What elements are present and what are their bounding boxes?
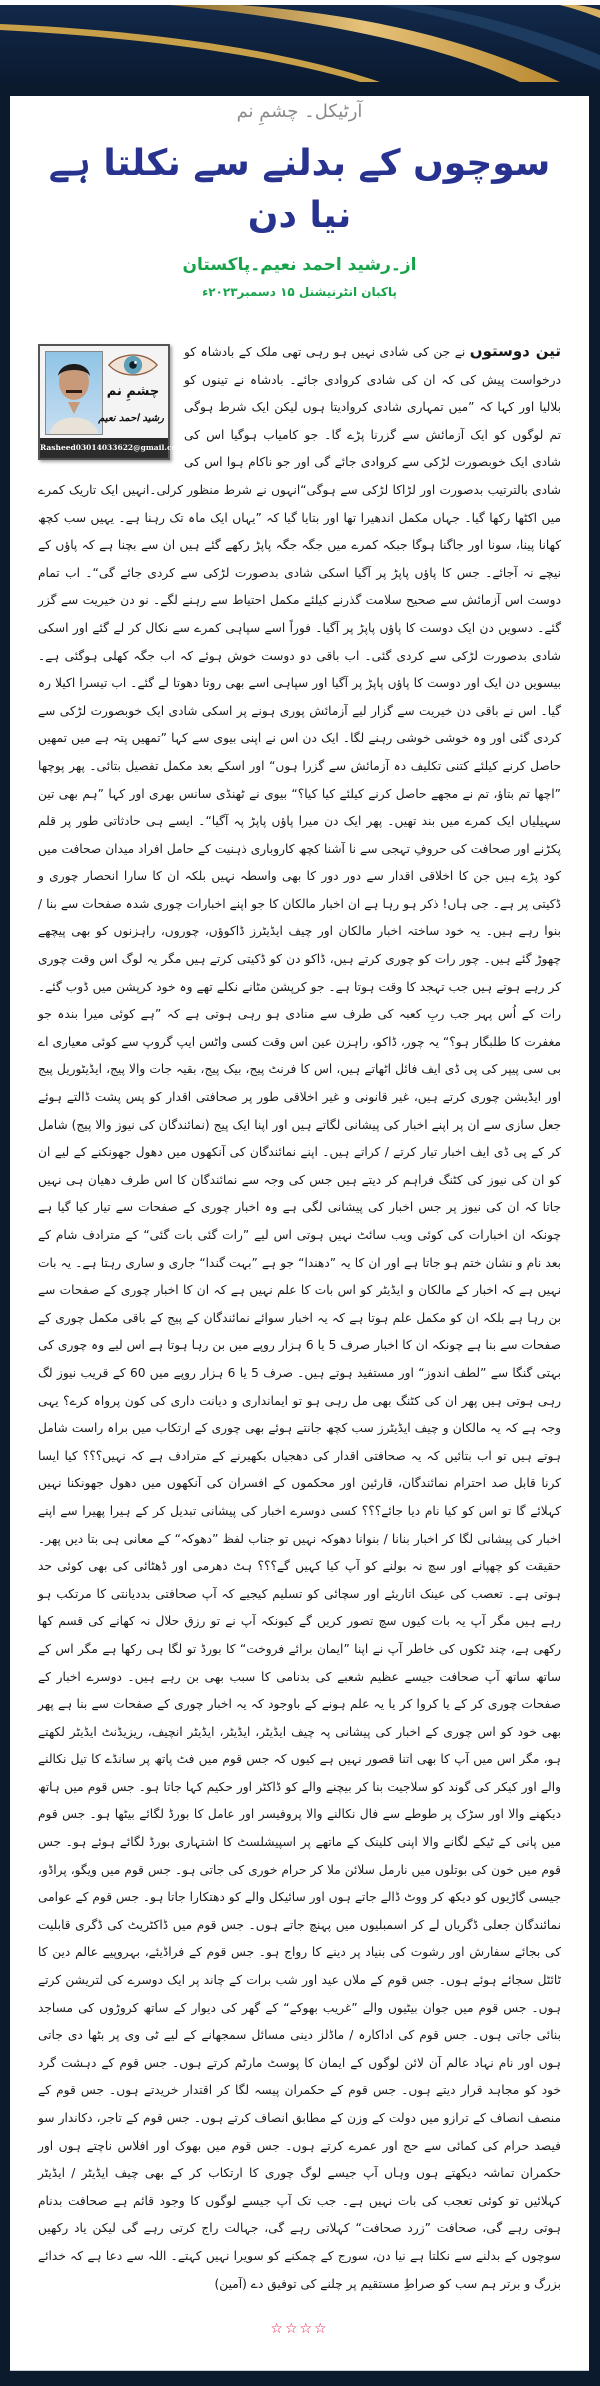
- article-title: سوچوں کے بدلنے سے نکلتا ہے نیا دن: [48, 143, 551, 236]
- column-name: چشمِ نم: [106, 384, 160, 399]
- author-email: Rasheed03014033622@gmail.com: [40, 438, 168, 458]
- author-signature: رشید احمد نعیم: [98, 413, 164, 424]
- article-kicker: آرٹیکل۔ چشمِ نم: [236, 101, 363, 122]
- article-body: [38, 338, 561, 2298]
- header-banner: [0, 0, 600, 82]
- article-paragraph: [38, 338, 561, 2298]
- eye-graphic-icon: [102, 350, 164, 380]
- author-byline: از۔رشید احمد نعیم۔پاکستان: [182, 255, 417, 275]
- publication-dateline: پاکبان انٹرنیشنل ۱۵ دسمبر۲۰۲۳ء: [202, 285, 397, 299]
- end-mark-stars: ☆☆☆☆: [270, 2321, 329, 2338]
- portrait-photo-icon: [45, 351, 103, 435]
- columnist-box: [38, 344, 185, 460]
- article-body-text: نے جن کی شادی نہیں ہو رہی تھی ملک کے بادشاہ کو درخواست پیش کی کہ ان کی شادی کروادی جائے۔ بادشاہ نے تینوں کو بلالیا اور کہا کہ ”میں تمہاری شادی کروادیتا ہوں لیکن ایک شرط ہوگی تم لوگوں کو ایک آزمائش سے گزرنا پڑے گا۔ جو کامیاب ہوگیا اس کی شادی ایک خوبصورت لڑکی سے کروادی جائے گی اور جو ناکام ہوا اس کی شادی بالترتیب بدصورت اور لڑاکا لڑکی سے ہوگی“انہوں نے شرط منظور کرلی۔انہیں ایک تاریک کمرے میں اکٹھا رکھا گیا۔ جہاں مکمل اندھیرا تھا اور بتایا گیا کہ ”یہاں ایک ماہ تک رہنا ہے۔ یہیں سب کچھ کھانا پینا، سونا اور جاگنا ہوگا جبکہ کمرے میں جگہ جگہ پاپڑ رکھے گئے ہیں ان سے بچنا ہے کہ پاؤں کے نیچے نہ آجائے۔ جس کا پاؤں پاپڑ پر آگیا اسکی شادی بدصورت لڑکی سے کردی جائے گی“۔ اب تمام دوست اس آزمائش سے صحیح سلامت گذرنے کیلئے مکمل احتیاط سے رہنے لگے۔ نو دن خیریت سے گزر گئے۔ دسویں دن ایک دوست کا پاؤں پاپڑ پر آگیا۔ فوراً اسے سپاہی کمرے سے نکال کر لے گئے اور اسکی شادی بدصورت لڑکی سے کردی گئی۔ اب باقی دو دوست خوش ہوئے کہ اب جگہ کھلی ہوگئی ہے۔ بیسویں دن ایک اور دوست کا پاؤں پاپڑ پر آگیا اور سپاہی اسے بھی روتا دھوتا لے گئے۔ اب تیسرا اکیلا رہ گیا۔ اس نے باقی دن خیریت سے گزار لیے آزمائش پوری ہونے پر اسکی شادی ایک خوبصورت لڑکی سے کردی گئی اور وہ خوشی خوشی رہنے لگا۔ ایک دن اس نے اپنی بیوی سے کہا ”تمھیں پتہ ہے میں تمھیں حاصل کرنے کیلئے کتنی تکلیف دہ آزمائش سے گزرا ہوں“ اور اسکے بعد مکمل تفصیل بتائی۔ پھر پوچھا ”اچھا تم بتاؤ، تم نے مجھے حاصل کرنے کیلئے کیا کیا؟“ بیوی نے ٹھنڈی سانس بھری اور کہا ”ہم بھی تین سہیلیاں ایک کمرے میں بند تھیں۔ پھر ایک دن میرا پاؤں پاپڑ پہ آگیا“۔ ایسے ہی حادثاتی طور پر قلم پکڑنے اور صحافت کی حروفِ تہجی سے نا آشنا کچھ کاروباری ذہنیت کے حامل افراد میدان صحافت میں کود پڑے ہیں جن کا اخلاقی اقدار سے دور دور کا بھی واسطہ نہیں بلکہ ان کا سارا انحصار چوری و ڈکیتی پر ہے۔ جی ہاں! ذکر ہو رہا ہے ان اخبار مالکان کا جو اپنے اخبارات چوری شدہ صفحات سے بنا / بنوا رہے ہیں۔ یہ خود ساختہ اخبار مالکان اور چیف ایڈیٹرز ڈاکوؤں، چوروں، راہزنوں کو بھی پیچھے چھوڑ گئے ہیں۔ چور رات کو چوری کرتے ہیں، ڈاکو دن کو ڈکیتی کرتے ہیں مگر یہ لوگ اس وقت چوری کر رہے ہوتے ہیں جب تہجد کا وقت ہوتا ہے۔ جو کرپشن مٹانے نکلے تھے وہ خود کرپشن میں ڈوب گئے۔ رات کے اُس پہر جب ربِ کعبہ کی طرف سے منادی ہو رہی ہوتی ہے کہ ”ہے کوئی میرا بندہ جو مغفرت کا طلبگار ہو؟“ یہ چور، ڈاکو، راہزن عین اس وقت کسی واٹس ایپ گروپ سے کوئی معیاری اے بی سی پیپر کی پی ڈی ایف فائل اٹھاتے ہیں، اس کا فرنٹ پیج، بیک پیج، بقیہ جات والا پیج، ایڈیٹوریل پیج اور ایڈیشن چوری کرتے ہیں، غیر قانونی و غیر اخلاقی طور پر صحافتی اقدار کو پس پشت ڈالتے ہوئے جعل سازی سے ان پر اپنے اخبار کی پیشانی لگاتے ہیں اور اپنا ایک پیج (نمائندگان کی نیوز والا پیج) شامل کر کے پی ڈی ایف اخبار تیار کرتے / کراتے ہیں۔ اپنے نمائندگان کی آنکھوں میں دھول جھونکنے کے لیے ان کو ان کی نیوز کی کٹنگ فراہم کر دیتے ہیں جس کی وجہ سے نمائندگان کا اس طرف دھیان ہی نہیں جاتا کہ ان کی نیوز پر جس اخبار کی پیشانی لگی ہے وہ اخبار چوری کے صفحات سے تیار کیا گیا ہے چونکہ ان اخبارات کی کوئی ویب سائٹ نہیں ہوتی اس لیے ”رات گئی بات گئی“ کے مترادف شام کے بعد نام و نشان ختم ہو جاتا ہے اور ان کا یہ ”دھندا“ جو ہے ”بہت گندا“ جاری و ساری رہتا ہے۔ یہ بات نہیں ہے کہ اخبار کے مالکان و ایڈیٹر کو اس بات کا علم نہیں ہے کہ ان کا اخبار چوری کے صفحات سے بن رہا ہے بلکہ ان کو مکمل علم ہوتا ہے کہ یہ اخبار سوائے نمائندگان کے پیج کے باقی مکمل چوری کے صفحات سے بنا ہے چونکہ ان کا اخبار صرف 5 یا 6 ہزار روپے میں بن رہا ہوتا ہے اس لیے وہ چوری کی بہتی گنگا سے ”لطف اندوز“ اور مستفید ہوتے ہیں۔ صرف 5 یا 6 ہزار روپے میں 60 کے قریب نیوز لگ رہی ہوتی ہیں پھر ان کی کٹنگ بھی مل رہی ہو تو ایمانداری و دیانت داری کی کون پرواہ کرے؟ یہی وجہ ہے کہ یہ مالکان و چیف ایڈیٹرز سب کچھ جانتے ہوئے بھی چوری کے ارتکاب میں براہ راست شامل ہوتے ہیں تو اب بتائیں کہ یہ صحافتی اقدار کی دھجیاں بکھیرنے کے مترادف ہے کہ نہیں؟؟؟ کیا ایسا کرنا قابل صد احترام نمائندگان، قارئین اور محکموں کے افسران کی آنکھوں میں دھول جھونکنا نہیں کہلائے گا تو اس کو کیا نام دیا جائے؟؟؟ کسی دوسرے اخبار کی پیشانی تبدیل کر کے ہیرا پھیرا سے اپنے اخبار کی پیشانی لگا کر اخبار بنانا / بنوانا دھوکہ نہیں تو جناب لفظ ”دھوکہ“ کے معانی ہی بتا دیں پھر۔ حقیقت کو چھپانے اور سچ نہ بولنے کو آپ کیا کہیں گے؟؟؟ ہٹ دھرمی اور ڈھٹائی کی بھی کوئی حد ہوتی ہے۔ تعصب کی عینک اتاریئے اور سچائی کو تسلیم کیجیے کہ آپ صحافتی بددیانتی کا مرتکب ہو رہے ہیں مگر آپ یہ بات کیوں سچ تصور کریں گے کیونکہ آپ نے تو رزق حلال نہ کھانے کی قسم کھا رکھی ہے، چند ٹکوں کی خاطر آپ نے اپنا ”ایمان برائے فروخت“ کا بورڈ تو لگا ہی رکھا ہے مگر اس کے ساتھ ساتھ آپ صحافت جیسے عظیم شعبے کی بدنامی کا سبب بھی بن رہے ہیں۔ دوسرے اخبار کے صفحات چوری کر کے یا کروا کر یا یہ علم ہونے کے باوجود کہ یہ اخبار چوری کے صفحات سے بنا ہے پھر بھی خود کو اس چوری کے اخبار کی پیشانی پہ چیف ایڈیٹر، ایڈیٹر، ایڈیٹر انچیف، ریزیڈنٹ ایڈیٹر لکھتے ہو، مگر اس میں آپ کا بھی اتنا قصور نہیں ہے کیوں کہ جس قوم میں فٹ پاتھ پر سانڈے کا تیل نکالنے والے اور کیکر کی گوند کو سلاجیت بنا کر بیچنے والے کو ڈاکٹر اور حکیم کہا جاتا ہو۔ جس قوم میں ہاتھ دیکھنے والا اور سڑک پر طوطے سے فال نکالنے والا پروفیسر اور عامل کا بورڈ لگائے بیٹھا ہو۔ جس قوم میں پانی کے ٹیکے لگانے والا اپنی کلینک کے ماتھے پر اسپیشلسٹ کا اشتہاری بورڈ لگائے ہوئے ہو۔ جس قوم میں خون کی بوتلوں میں نارمل سلائن ملا کر حرام خوری کی جاتی ہو۔ جس قوم میں ویگو، پراڈو، جیسی گاڑیوں کو دیکھ کر ووٹ ڈالے جاتے ہوں اور سائیکل والے کو دھتکارا جاتا ہو۔ جس قوم کے عوامی نمائندگان جعلی ڈگریاں لے کر اسمبلیوں میں پہنچ جاتے ہوں۔ جس قوم میں ڈاکٹریٹ کی ڈگری قابلیت کی بجائے سفارش اور رشوت کی بنیاد پر دینے کا رواج ہو۔ جس قوم کے فراڈیئے، بہروپیے عالم دین کا ٹائٹل سجائے ہوئے ہوں۔ جس قوم کے ملاں عید اور شب برات کے چاند پر ایک دوسرے کی لتریشن کرتے ہوں۔ جس قوم میں جوان بیٹیوں والے ”غریب بھوکے“ کے گھر کی دیوار کے ساتھ کروڑوں کی مساجد بنائی جاتی ہوں۔ جس قوم کی اداکارہ / ماڈلز دینی مسائل سمجھانے کے لیے ٹی وی پر بٹھا دی جاتی ہوں اور نام نہاد عالم آن لائن لوگوں کے ایمان کا پوسٹ مارٹم کرتے ہوں۔ جس قوم کے دہشت گرد خود کو مجاہد قرار دیتے ہوں۔ جس قوم کے حکمران پیسہ لگا کر اقتدار خریدتے ہوں۔ جس قوم کے منصف انصاف کے ترازو میں دولت کے وزن کے مطابق انصاف کرتے ہوں۔ جس قوم کے تاجر، دکاندار سو فیصد حرام کی کمائی سے حج اور عمرے کرتے ہوں۔ جس قوم میں بھوک اور افلاس ناچتے ہوں اور حکمران تماشہ دیکھتے ہوں وہاں آپ جیسے لوگ چوری کا ارتکاب کر کے بھی چیف ایڈیٹر / ایڈیٹر کہلائیں تو کوئی تعجب کی بات نہیں ہے۔ جب تک آپ جیسے لوگوں کا وجود قائم ہے صحافت بدنام ہوتی رہے گی، صحافت ”زرد صحافت“ کہلاتی رہے گی، جہالت راج کرتی رہے گی لیکن یاد رکھیں سوچوں کے بدلنے سے نکلتا ہے نیا دن، سورج کے چمکنے کو سویرا نہیں کہتے۔ اللہ سے دعا ہے کہ خدائے بزرگ و برتر ہم سب کو صراطِ مستقیم پر چلنے کی توفیق دے (آمین): [38, 345, 561, 2291]
- article-panel: [10, 96, 589, 2371]
- lead-word: تین دوستوں: [469, 342, 561, 360]
- banner-swoosh-graphic: [0, 0, 600, 82]
